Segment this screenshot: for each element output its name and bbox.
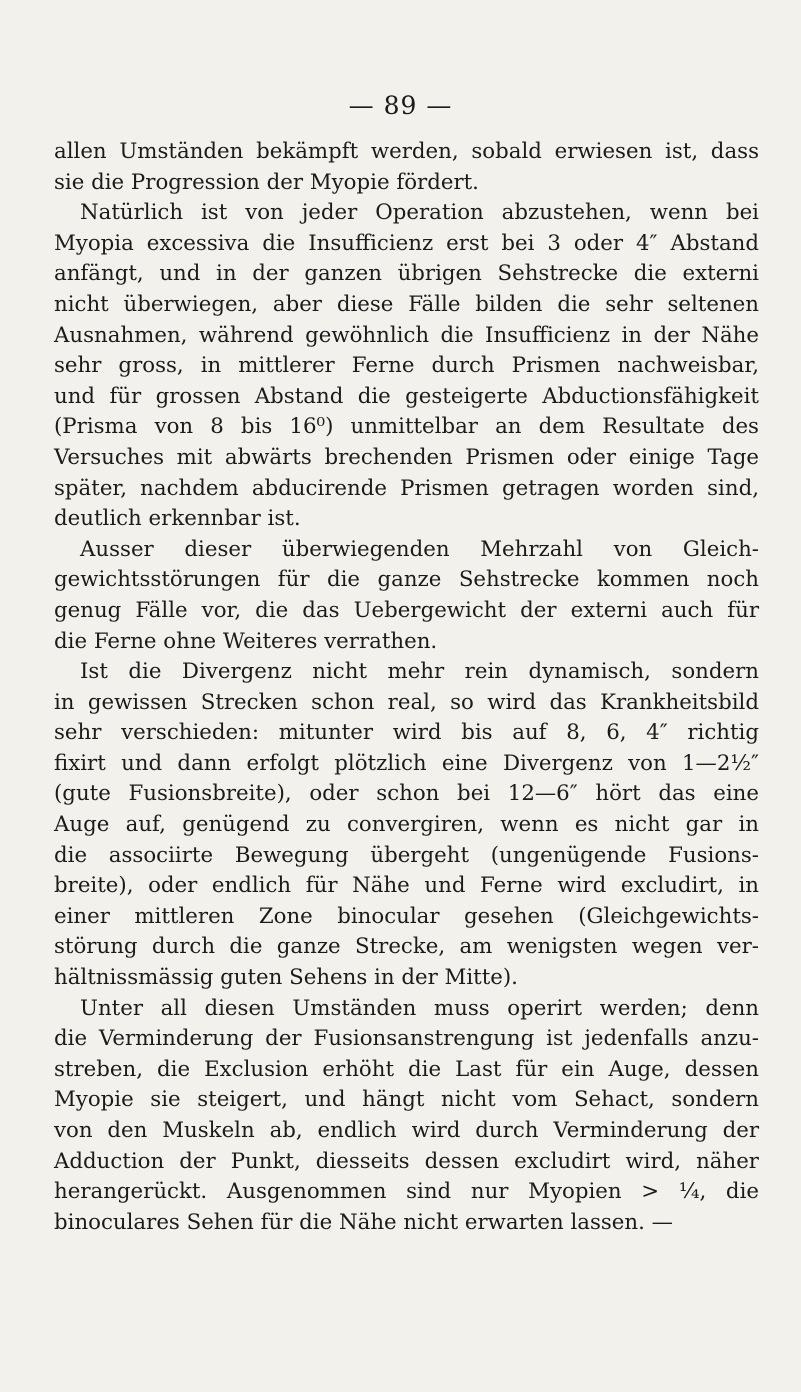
- text-line: herangerückt. Ausgenommen sind nur Myopien > ¼, die: [54, 1179, 759, 1205]
- text-line: Ausser dieser überwiegenden Mehrzahl von Gleich-: [80, 536, 759, 562]
- text-line: in gewissen Strecken schon real, so wird das Krankheitsbild: [54, 689, 759, 715]
- page-number: — 89 —: [348, 91, 453, 120]
- text-line: einer mittleren Zone binocular gesehen (Gleichgewichts-: [54, 903, 759, 929]
- text-line: und für grossen Abstand die gesteigerte Abductionsfähigkeit: [54, 383, 759, 409]
- text-line: Myopie sie steigert, und hängt nicht vom Sehact, sondern: [54, 1087, 759, 1113]
- text-line: sehr verschieden: mitunter wird bis auf 8, 6, 4″ richtig: [54, 720, 759, 746]
- text-line: gewichtsstörungen für die ganze Sehstrecke kommen noch: [54, 567, 759, 593]
- text-line: Auge auf, genügend zu convergiren, wenn es nicht gar in: [54, 812, 759, 838]
- text-line: Adduction der Punkt, diesseits dessen excludirt wird, näher: [54, 1148, 759, 1174]
- text-line: später, nachdem abducirende Prismen getragen worden sind,: [54, 475, 759, 501]
- text-line: störung durch die ganze Strecke, am wenigsten wegen ver-: [54, 934, 759, 960]
- text-line: sie die Progression der Myopie fördert.: [54, 169, 479, 195]
- text-line: Unter all diesen Umständen muss operirt werden; denn: [80, 995, 759, 1021]
- text-line: fixirt und dann erfolgt plötzlich eine Divergenz von 1—2½″: [54, 750, 759, 776]
- text-line: Ausnahmen, während gewöhnlich die Insufficienz in der Nähe: [54, 322, 759, 348]
- body-text: [54, 137, 759, 1238]
- text-line: anfängt, und in der ganzen übrigen Sehstrecke die externi: [54, 261, 759, 287]
- text-line: allen Umständen bekämpft werden, sobald erwiesen ist, dass: [54, 139, 759, 164]
- text-line: von den Muskeln ab, endlich wird durch Verminderung der: [54, 1118, 759, 1143]
- text-line: Versuches mit abwärts brechenden Prismen oder einige Tage: [54, 444, 759, 470]
- text-line: (Prisma von 8 bis 16⁰) unmittelbar an dem Resultate des: [54, 414, 759, 440]
- text-line: hältnissmässig guten Sehens in der Mitte).: [54, 965, 518, 991]
- text-line: nicht überwiegen, aber diese Fälle bilden die sehr seltenen: [54, 291, 759, 317]
- text-line: deutlich erkennbar ist.: [54, 506, 301, 532]
- text-line: die Verminderung der Fusionsanstrengung ist jedenfalls anzu-: [54, 1026, 759, 1052]
- text-line: Myopia excessiva die Insufficienz erst bei 3 oder 4″ Abstand: [54, 230, 759, 256]
- text-line: binoculares Sehen für die Nähe nicht erwarten lassen. —: [54, 1209, 673, 1235]
- text-line: genug Fälle vor, die das Uebergewicht der externi auch für: [54, 597, 759, 623]
- text-line: die associirte Bewegung übergeht (ungenügende Fusions-: [54, 842, 759, 868]
- text-line: streben, die Exclusion erhöht die Last für ein Auge, dessen: [54, 1056, 759, 1082]
- text-line: sehr gross, in mittlerer Ferne durch Prismen nachweisbar,: [54, 353, 759, 379]
- text-line: Ist die Divergenz nicht mehr rein dynamisch, sondern: [80, 659, 759, 685]
- text-line: breite), oder endlich für Nähe und Ferne wird excludirt, in: [54, 873, 759, 899]
- text-line: (gute Fusionsbreite), oder schon bei 12—6″ hört das eine: [54, 781, 759, 807]
- text-line: die Ferne ohne Weiteres verrathen.: [54, 628, 438, 654]
- text-line: Natürlich ist von jeder Operation abzustehen, wenn bei: [80, 200, 759, 226]
